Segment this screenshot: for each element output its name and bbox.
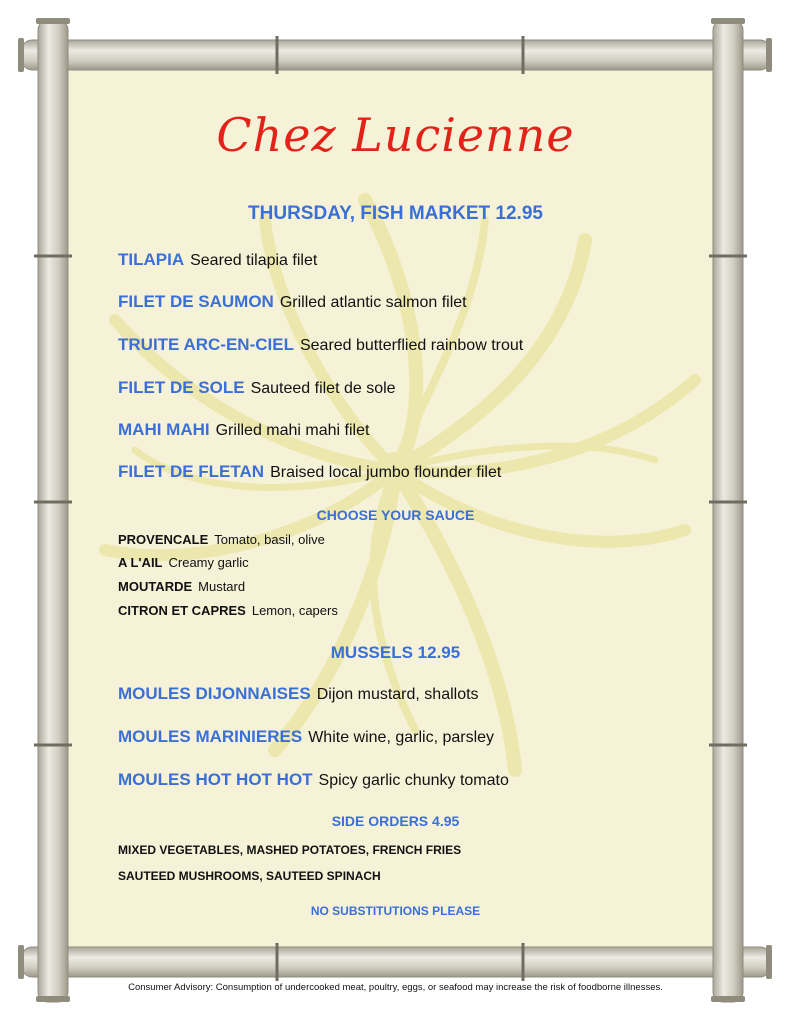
sauce-item-desc: Mustard [198, 579, 246, 594]
mussels-item-name: MOULES DIJONNAISES [118, 684, 311, 703]
fish-item-name: FILET DE SAUMON [118, 292, 274, 311]
fish-item-desc: Grilled mahi mahi filet [215, 422, 370, 439]
mussels-item-desc: Dijon mustard, shallots [316, 686, 479, 703]
fish-item-desc: Seared tilapia filet [190, 252, 318, 269]
sauce-section-heading: CHOOSE YOUR SAUCE [316, 507, 475, 523]
restaurant-title: Chez Lucienne [216, 108, 575, 162]
sauce-item-name: CITRON ET CAPRES [118, 603, 246, 618]
fish-item [118, 292, 467, 312]
sides-section-heading: SIDE ORDERS 4.95 [331, 813, 460, 829]
mussels-item [118, 727, 494, 747]
sauce-item-desc: Lemon, capers [251, 603, 338, 618]
fish-item-name: TILAPIA [118, 250, 185, 269]
mussels-section-heading: MUSSELS 12.95 [330, 643, 461, 662]
sauce-item-name: PROVENCALE [118, 532, 209, 547]
fish-item [118, 250, 317, 270]
sides-line: MIXED VEGETABLES, MASHED POTATOES, FRENCH FRIES [118, 843, 462, 857]
fish-item-desc: Braised local jumbo flounder filet [270, 464, 502, 481]
sides-line: SAUTEED MUSHROOMS, SAUTEED SPINACH [118, 869, 381, 883]
mussels-item [118, 770, 509, 790]
fish-item [118, 462, 501, 482]
fish-item-name: FILET DE SOLE [118, 378, 245, 397]
fish-item-desc: Grilled atlantic salmon filet [279, 294, 467, 311]
fish-item-desc: Seared butterflied rainbow trout [299, 337, 524, 354]
sauce-item [118, 532, 325, 547]
fish-item [118, 335, 523, 355]
consumer-advisory: Consumer Advisory: Consumption of undercooked meat, poultry, eggs, or seafood may increase the risk of foodborne illnesses. [128, 982, 663, 993]
sauce-item-name: A L'AIL [118, 555, 163, 570]
fish-item [118, 420, 369, 440]
mussels-item [118, 684, 479, 704]
mussels-item-desc: Spicy garlic chunky tomato [318, 772, 509, 789]
no-substitutions-notice: NO SUBSTITUTIONS PLEASE [310, 904, 481, 918]
fish-item-name: FILET DE FLETAN [118, 462, 265, 481]
sauce-item-name: MOUTARDE [118, 579, 193, 594]
mussels-item-name: MOULES HOT HOT HOT [118, 770, 313, 789]
fish-section-heading: THURSDAY, FISH MARKET 12.95 [248, 203, 543, 224]
fish-item-desc: Sauteed filet de sole [250, 380, 396, 397]
mussels-item-name: MOULES MARINIERES [118, 727, 303, 746]
fish-item-name: TRUITE ARC-EN-CIEL [118, 335, 294, 354]
sauce-item-desc: Creamy garlic [168, 555, 249, 570]
sauce-item [118, 579, 245, 594]
sauce-item [118, 555, 249, 570]
fish-item-name: MAHI MAHI [118, 420, 210, 439]
fish-item [118, 378, 396, 398]
sauce-item [118, 603, 338, 618]
sauce-item-desc: Tomato, basil, olive [214, 532, 325, 547]
mussels-item-desc: White wine, garlic, parsley [308, 729, 495, 746]
